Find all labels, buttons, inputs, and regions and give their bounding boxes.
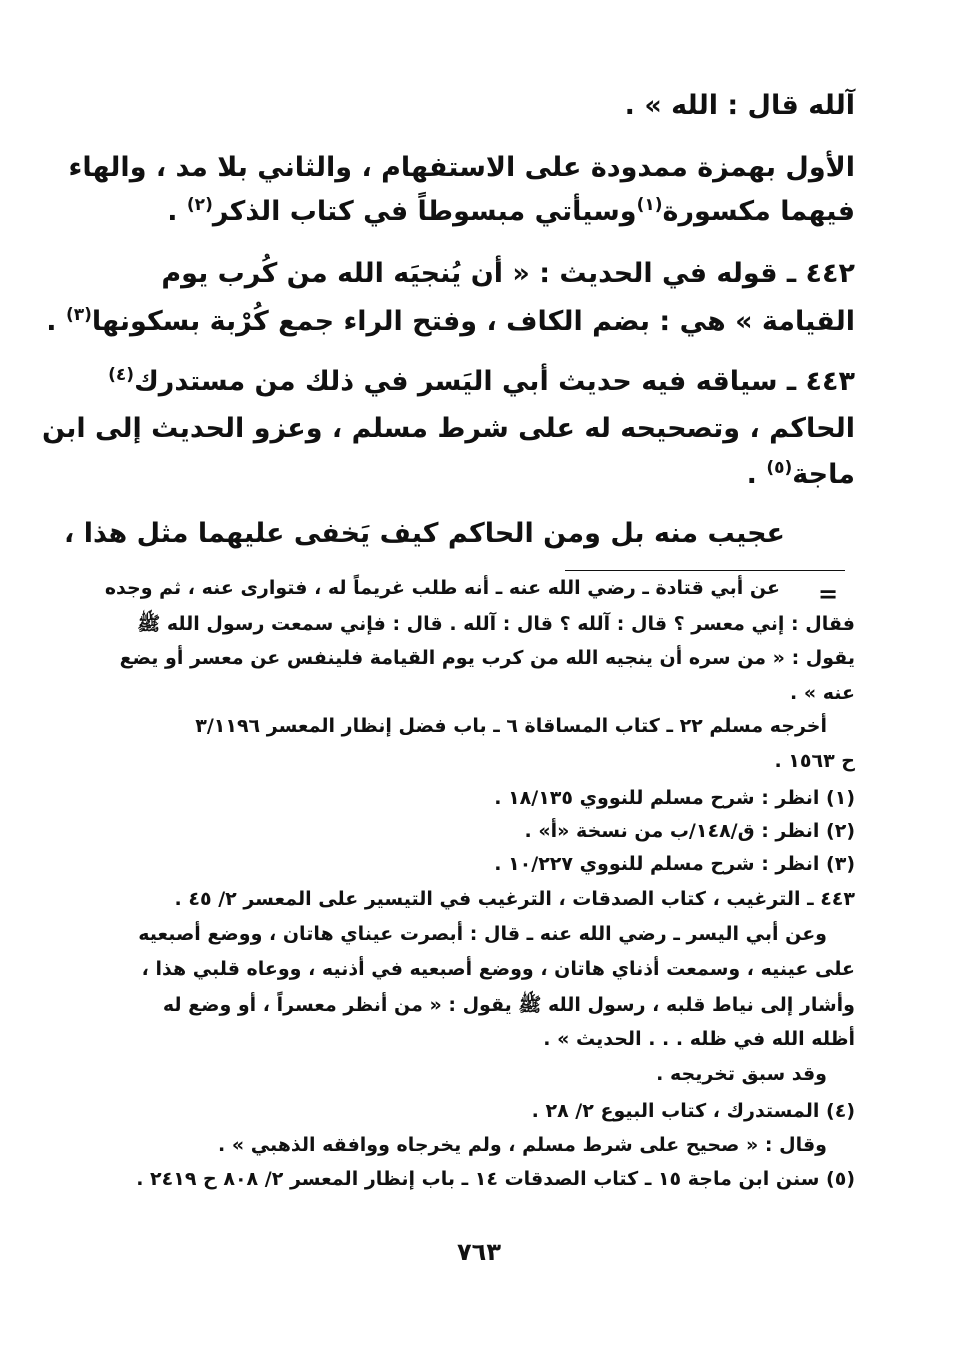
para-final: عجيب منه بل ومن الحاكم كيف يَخفى عليهما مثل هذا ،: [64, 518, 785, 549]
para-443-line-a: [108, 365, 855, 397]
para-443-text-a: ٤٤٣ ـ سياقه فيه حديث أبي اليَسر في ذلك من مستدرك: [134, 366, 855, 397]
footnote-3: (٣) انظر : شرح مسلم للنووي ١٠/٢٢٧ .: [494, 853, 855, 875]
para-443-text-end: .: [746, 459, 767, 490]
para-443-line-b: الحاكم ، وتصحيحه له على شرط مسلم ، وعزو الحديث إلى ابن: [41, 413, 855, 444]
footnote-1: (١) انظر : شرح مسلم للنووي ١٨/١٣٥ .: [494, 787, 855, 809]
page-number: ٧٦٣: [457, 1238, 501, 1266]
para-442-line-b: [46, 305, 855, 337]
opening-line: آلله قال : الله » .: [624, 90, 855, 121]
footnote-5: (٥) سنن ابن ماجة ١٥ ـ كتاب الصدقات ١٤ ـ باب إنظار المعسر ٢/ ٨٠٨ ح ٢٤١٩ .: [136, 1168, 855, 1190]
para-442-line-a: ٤٤٢ ـ قوله في الحديث : « أن يُنجيَه الله من كُرب يوم: [161, 258, 855, 289]
fn-cont-line-1: عن أبي قتادة ـ رضي الله عنه ـ أنه طلب غريماً له ، فتوارى عنه ، ثم وجده: [104, 577, 780, 599]
para-442-text: القيامة » هي : بضم الكاف ، وفتح الراء جمع كُرْبة بسكونها: [91, 306, 855, 337]
fn-443-line-5: أظله الله في ظله . . . الحديث » .: [543, 1028, 855, 1050]
para-443-line-c: [747, 458, 855, 490]
fn-cont-line-3: يقول : « من سره أن ينجيه الله من كرب يوم القيامة فلينفس عن معسر أو يضع: [119, 647, 855, 669]
fn-cont-line-2: فقال : إني معسر ؟ قال : آلله ؟ قال : آلله . قال : فإني سمعت رسول الله ﷺ: [137, 613, 855, 635]
footnote-ref-1[interactable]: (١): [636, 195, 663, 215]
para-1-text-end: .: [167, 196, 187, 227]
fn-443-line-2: وعن أبي اليسر ـ رضي الله عنه ـ قال : أبصرت عيناي هاتان ، ووضع أصبعيه: [138, 923, 827, 945]
footnote-4-extra: وقال : « صحيح على شرط مسلم ، ولم يخرجاه ووافقه الذهبي » .: [218, 1134, 827, 1156]
para-1-text-mid: وسيأتي مبسوطاً في كتاب الذكر: [212, 196, 637, 227]
fn-cont-line-4: عنه » .: [790, 682, 855, 704]
para-1-text-pre: فيهما مكسورة: [662, 196, 855, 227]
footnote-2: (٢) انظر : ق/١٤٨/ب من نسخة «أ» .: [524, 820, 855, 842]
footnote-4: (٤) المستدرك ، كتاب البيوع ٢/ ٢٨ .: [531, 1100, 855, 1122]
fn-cont-line-6: ح ١٥٦٣ .: [774, 750, 855, 772]
continuation-mark: =: [818, 580, 839, 608]
footnote-ref-3[interactable]: (٣): [65, 305, 92, 325]
fn-443-line-6: وقد سبق تخريجه .: [656, 1063, 827, 1085]
fn-443-line-3: على عينيه ، وسمعت أذناي هاتان ، ووضع أصبعيه في أذنيه ، ووعاه قلبي هذا ،: [141, 958, 855, 980]
footnote-ref-5[interactable]: (٥): [766, 458, 793, 478]
para-1-line-a: الأول بهمزة ممدودة على الاستفهام ، والثاني بلا مد ، والهاء: [68, 152, 855, 183]
para-443-text-c: ماجة: [792, 459, 855, 490]
footnote-ref-4[interactable]: (٤): [108, 365, 135, 385]
fn-443-line-1: ٤٤٣ ـ الترغيب ، كتاب الصدقات ، الترغيب في التيسير على المعسر ٢/ ٤٥ .: [174, 888, 855, 910]
para-1-line-b: [167, 195, 855, 227]
footnote-ref-2[interactable]: (٢): [186, 195, 213, 215]
footnote-separator: [565, 570, 845, 571]
fn-cont-line-5: أخرجه مسلم ٢٢ ـ كتاب المساقاة ٦ ـ باب فضل إنظار المعسر ٣/١١٩٦: [195, 715, 827, 737]
fn-443-line-4: وأشار إلى نياط قلبه ، رسول الله ﷺ يقول : « من أنظر معسراً ، أو وضع له: [162, 994, 855, 1016]
para-442-text-end: .: [46, 306, 66, 337]
